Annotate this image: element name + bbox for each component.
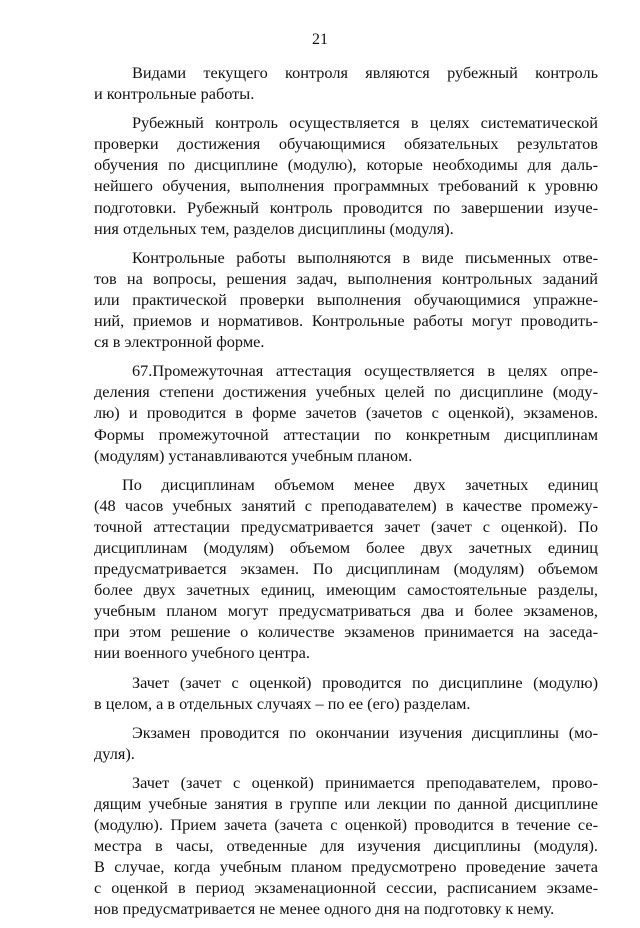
text-line: (модулям) устанавливаются учебным планом. — [94, 445, 413, 465]
paragraph-intermediate-attestation — [94, 360, 598, 465]
document-body — [94, 62, 598, 928]
text-line: (48 часов учебных занятий с преподавателем) в качестве промежу- — [94, 495, 598, 515]
text-line: Рубежный контроль осуществляется в целях систематической — [132, 113, 598, 133]
text-line: дящим учебные занятия в группе или лекции по данной дисциплине — [94, 794, 598, 813]
text-line: 67.Промежуточная аттестация осуществляется в целях опре- — [132, 361, 598, 381]
text-line: лю) и проводится в форме зачетов (зачетов с оценкой), экзаменов. — [94, 403, 598, 423]
text-line: подготовки. Рубежный контроль проводится по завершении изуче- — [94, 197, 598, 217]
text-line: Зачет (зачет с оценкой) проводится по дисциплине (модулю) — [132, 672, 598, 692]
text-line: тов на вопросы, решения задач, выполнения контрольных заданий — [94, 268, 598, 288]
text-line: предусматривается экзамен. По дисциплинам (модулям) объемом — [94, 559, 598, 579]
text-line: учебным планом могут предусматриваться два и более экзаменов, — [94, 601, 598, 621]
paragraph-current-control — [94, 62, 598, 104]
text-line: нейшего обучения, выполнения программных требований к уровню — [94, 176, 598, 196]
text-line: обучения по дисциплине (модулю), которые необходимы для даль- — [94, 155, 598, 175]
text-line: По дисциплинам объемом менее двух зачетных единиц — [122, 474, 598, 494]
text-line: Экзамен проводится по окончании изучения дисциплины (мо- — [132, 722, 598, 742]
text-line: Контрольные работы выполняются в виде письменных отве- — [132, 247, 598, 267]
page-number: 21 — [312, 31, 328, 48]
text-line: В случае, когда учебным планом предусмотрено проведение зачета — [94, 857, 598, 877]
text-line: нии военного учебного центра. — [94, 643, 310, 663]
text-line: с оценкой в период экзаменационной сессии, расписанием экзаме- — [94, 878, 598, 898]
text-line: Зачет (зачет с оценкой) принимается преподавателем, прово- — [132, 772, 598, 792]
text-line: в целом, а в отдельных случаях – по ее (его) разделам. — [94, 693, 471, 713]
text-line: более двух зачетных единиц, имеющим самостоятельные разделы, — [94, 580, 598, 600]
paragraph-control-works — [94, 247, 598, 352]
paragraph-milestone-control — [94, 112, 598, 239]
paragraph-exam-timing — [94, 722, 598, 764]
text-line: точной аттестации предусматривается зачет (зачет с оценкой). По — [94, 516, 598, 536]
paragraph-credit-units — [94, 474, 598, 664]
text-line: ний, приемов и нормативов. Контрольные работы могут проводить- — [94, 311, 598, 331]
text-line: при этом решение о количестве экзаменов принимается на заседа- — [94, 622, 598, 642]
text-line: дисциплинам (модулям) объемом более двух зачетных единиц — [94, 537, 598, 557]
text-line: ся в электронной форме. — [94, 332, 265, 352]
paragraph-credit-scope — [94, 672, 598, 714]
text-line: ния отдельных тем, разделов дисциплины (модуля). — [94, 218, 454, 238]
text-line: местра в часы, отведенные для изучения дисциплины (модуля). — [94, 836, 598, 856]
text-line: деления степени достижения учебных целей по дисциплине (моду- — [94, 382, 598, 402]
text-line: или практической проверки выполнения обучающимися упражне- — [94, 289, 598, 309]
text-line: Видами текущего контроля являются рубежный контроль — [132, 63, 598, 82]
paragraph-credit-acceptance — [94, 772, 598, 920]
text-line: нов предусматривается не менее одного дня на подготовку к нему. — [94, 899, 555, 919]
text-line: Формы промежуточной аттестации по конкретным дисциплинам — [94, 424, 598, 444]
text-line: и контрольные работы. — [94, 84, 255, 104]
text-line: (модулю). Прием зачета (зачета с оценкой) проводится в течение се- — [94, 815, 598, 835]
text-line: дуля). — [94, 743, 135, 763]
text-line: проверки достижения обучающимися обязательных результатов — [94, 134, 598, 154]
